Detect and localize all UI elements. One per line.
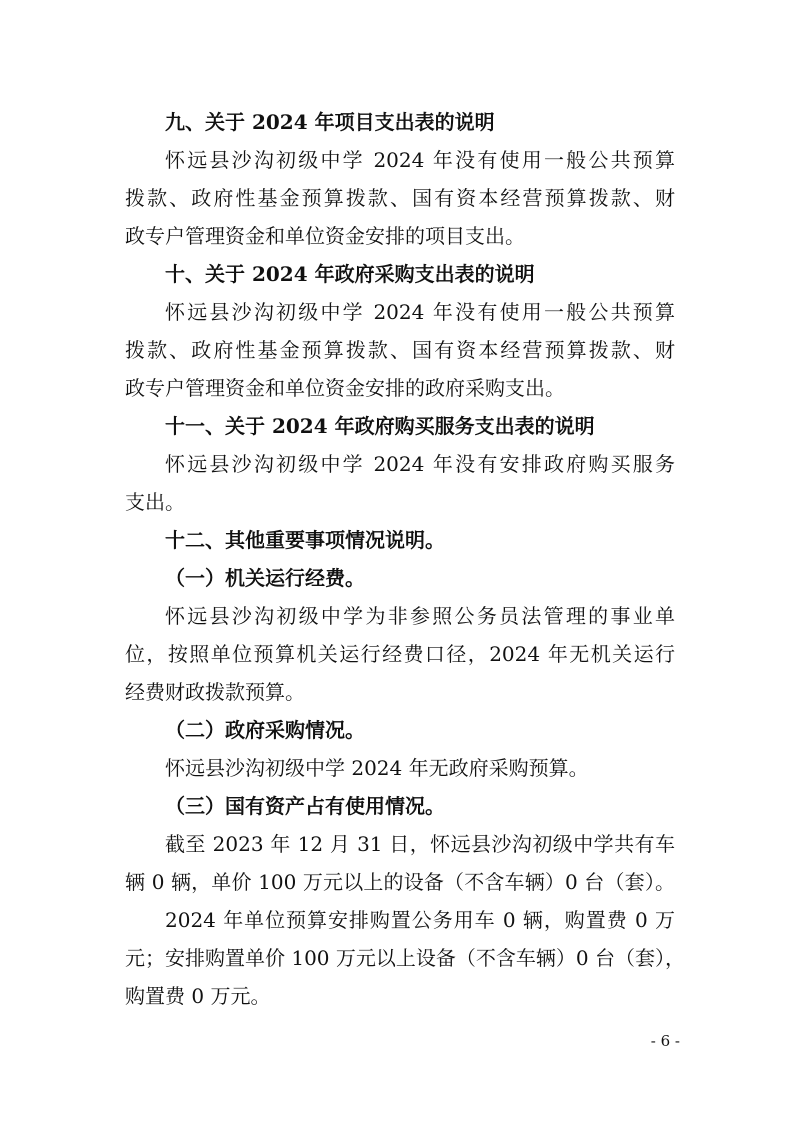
subsection-3-p1-line-2: 辆 0 辆，单价 100 万元以上的设备（不含车辆）0 台（套）。	[125, 870, 675, 894]
subsection-3-p2-line-1: 2024 年单位预算安排购置公务用车 0 辆，购置费 0 万	[165, 908, 675, 932]
subsection-1-line-3: 经费财政拨款预算。	[125, 680, 305, 704]
section-9-heading: 九、关于 2024 年项目支出表的说明	[165, 110, 495, 134]
section-12-heading: 十二、其他重要事项情况说明。	[165, 528, 445, 552]
section-10-line-2: 拨款、政府性基金预算拨款、国有资本经营预算拨款、财	[125, 338, 675, 362]
section-11-line-2: 支出。	[125, 490, 185, 514]
subsection-2-line-1: 怀远县沙沟初级中学 2024 年无政府采购预算。	[165, 756, 589, 780]
section-9-line-2: 拨款、政府性基金预算拨款、国有资本经营预算拨款、财	[125, 186, 675, 210]
section-9-line-1: 怀远县沙沟初级中学 2024 年没有使用一般公共预算	[165, 148, 675, 172]
subsection-1-line-1: 怀远县沙沟初级中学为非参照公务员法管理的事业单	[165, 604, 675, 628]
section-10-line-3: 政专户管理资金和单位资金安排的政府采购支出。	[125, 376, 565, 400]
section-11-heading: 十一、关于 2024 年政府购买服务支出表的说明	[165, 414, 595, 438]
subsection-1-line-2: 位，按照单位预算机关运行经费口径，2024 年无机关运行	[125, 642, 675, 666]
subsection-1-heading: （一）机关运行经费。	[165, 566, 365, 590]
subsection-3-p1-line-1: 截至 2023 年 12 月 31 日，怀远县沙沟初级中学共有车	[165, 832, 675, 856]
section-10-heading: 十、关于 2024 年政府采购支出表的说明	[165, 262, 535, 286]
section-11-line-1: 怀远县沙沟初级中学 2024 年没有安排政府购买服务	[165, 452, 675, 476]
subsection-2-heading: （二）政府采购情况。	[165, 718, 365, 742]
subsection-3-p2-line-3: 购置费 0 万元。	[125, 984, 271, 1008]
page-number: - 6 -	[650, 1032, 680, 1050]
section-10-line-1: 怀远县沙沟初级中学 2024 年没有使用一般公共预算	[165, 300, 675, 324]
subsection-3-p2-line-2: 元；安排购置单价 100 万元以上设备（不含车辆）0 台（套），	[125, 946, 685, 970]
subsection-3-heading: （三）国有资产占有使用情况。	[165, 794, 445, 818]
section-9-line-3: 政专户管理资金和单位资金安排的项目支出。	[125, 224, 525, 248]
